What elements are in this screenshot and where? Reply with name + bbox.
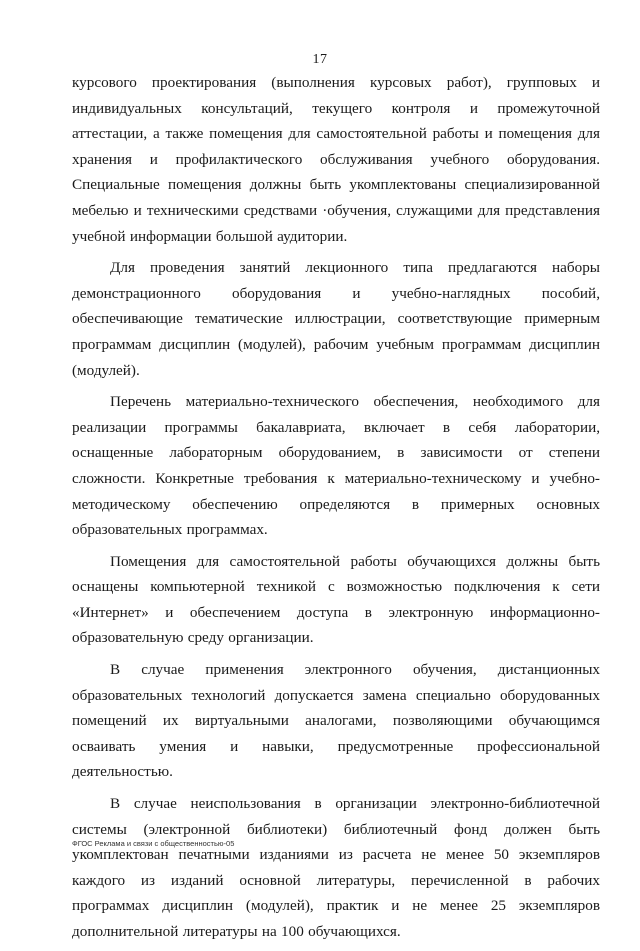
paragraph-lecture-equipment: Для проведения занятий лекционного типа предлагаются наборы демонстрационного оборудования и учебно-наглядных пособий, обеспечивающие тематические иллюстрации, соответствующие примерным программам дисциплин (модулей), рабочим учебным программам дисциплин (модулей).: [72, 259, 600, 379]
paragraph-self-study-rooms: Помещения для самостоятельной работы обучающихся должны быть оснащены компьютерной техникой с возможностью подключения к сети «Интернет» и обеспечением доступа в электронную информационно-образовательную среду организации.: [72, 552, 600, 647]
page-number: 17: [312, 52, 328, 67]
paragraph-continuation: курсового проектирования (выполнения курсовых работ), групповых и индивидуальных консультаций, текущего контроля и промежуточной аттестации, а также помещения для самостоятельной работы и помещения для хранения и профилактического обслуживания учебного оборудования. Специальные помещения должны быть укомплектованы специализированной мебелью и техническими средствами ·обучения, служащими для представления учебной информации большой аудитории.: [72, 74, 600, 245]
body-text: [72, 70, 600, 951]
paragraph-material-technical-list: Перечень материально-технического обеспечения, необходимого для реализации программы бакалавриата, включает в себя лаборатории, оснащенные лабораторным оборудованием, в зависимости от степени сложности. Конкретные требования к материально-техническому и учебно-методическому обеспечению определяются в примерных основных образовательных программах.: [72, 393, 600, 539]
paragraph-library-fund: В случае неиспользования в организации электронно-библиотечной системы (электронной библиотеки) библиотечный фонд должен быть укомплектован печатными изданиями из расчета не менее 50 экземпляров каждого из изданий основной литературы, перечисленной в рабочих программах дисциплин (модулей), практик и не менее 25 экземпляров дополнительной литературы на 100 обучающихся.: [72, 795, 600, 940]
page-footer: ФГОС Реклама и связи с общественностью-05: [72, 839, 235, 848]
paragraph-e-learning: В случае применения электронного обучения, дистанционных образовательных технологий допускается замена специально оборудованных помещений их виртуальными аналогами, позволяющими обучающимся осваивать умения и навыки, предусмотренные профессиональной деятельностью.: [72, 661, 600, 781]
